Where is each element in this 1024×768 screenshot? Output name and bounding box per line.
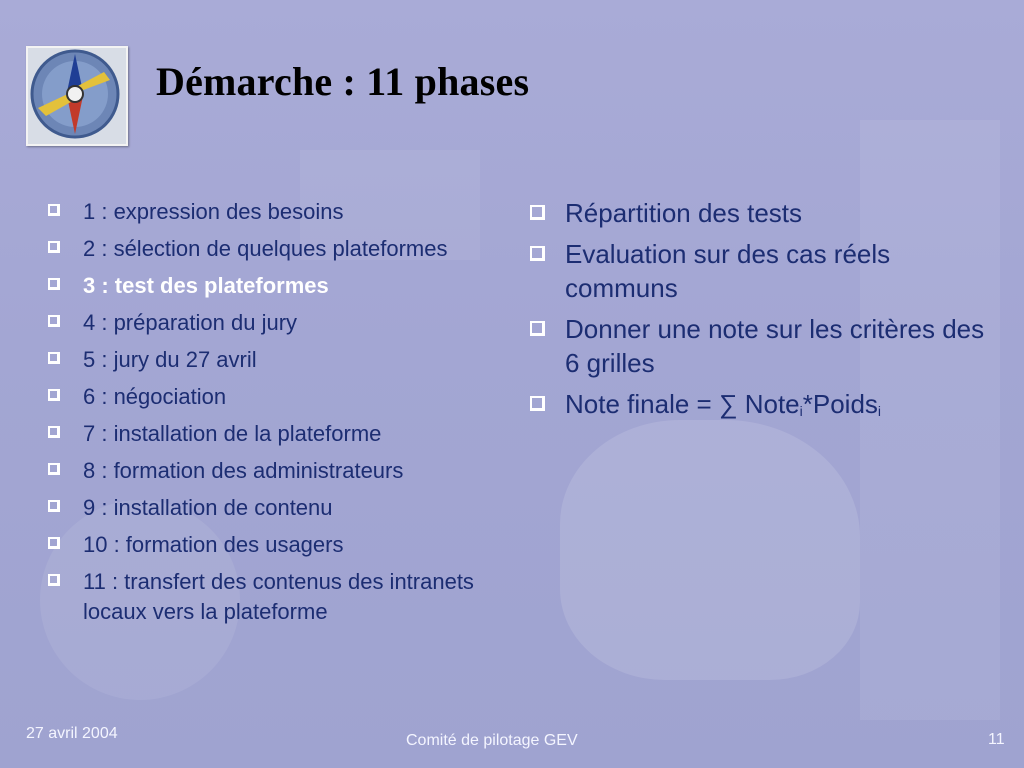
slide-title: Démarche : 11 phases (156, 59, 530, 104)
phase-item (46, 456, 506, 486)
list-item (530, 312, 1000, 380)
phase-item-text: 5 : jury du 27 avril (83, 347, 257, 372)
formula-term: Note (737, 389, 800, 419)
phase-item-text: 1 : expression des besoins (83, 199, 344, 224)
formula-item (530, 387, 1000, 428)
phase-item-text: 6 : négociation (83, 384, 227, 409)
phase-item (46, 234, 506, 264)
phase-item-text: 10 : formation des usagers (83, 532, 344, 557)
formula-prefix: Note finale = (565, 389, 719, 419)
checkbox-bullet-icon (48, 204, 60, 216)
phase-item-text: 4 : préparation du jury (83, 310, 298, 335)
checkbox-bullet-icon (48, 500, 60, 512)
formula-subscript: i (877, 403, 882, 419)
list-item-text: Evaluation sur des cas réels communs (565, 239, 891, 303)
checkbox-bullet-icon (48, 278, 60, 290)
formula-term: *Poids (802, 389, 878, 419)
checkbox-bullet-icon (48, 463, 60, 475)
footer-title: Comité de pilotage GEV (406, 732, 578, 749)
checkbox-bullet-icon (530, 205, 545, 220)
phase-item-text: 7 : installation de la plateforme (83, 421, 382, 446)
phase-item (46, 345, 506, 375)
phase-item-text: 3 : test des plateformes (83, 273, 329, 298)
list-item (530, 237, 1000, 305)
details-list (530, 196, 1000, 435)
list-item-text: Répartition des tests (565, 198, 803, 228)
background-decoration (560, 420, 860, 680)
phase-list (46, 197, 506, 634)
phase-item (46, 419, 506, 449)
page-number: 11 (988, 731, 1005, 748)
checkbox-bullet-icon (48, 241, 60, 253)
phase-item (46, 382, 506, 412)
checkbox-bullet-icon (530, 246, 545, 261)
compass-logo (26, 46, 128, 146)
formula-subscript: i (799, 403, 803, 419)
checkbox-bullet-icon (48, 537, 60, 549)
list-item-text: Donner une note sur les critères des 6 grilles (565, 314, 985, 378)
checkbox-bullet-icon (48, 426, 60, 438)
checkbox-bullet-icon (48, 574, 60, 586)
sigma-symbol: ∑ (718, 389, 738, 419)
phase-item-text: 11 : transfert des contenus des intranets locaux vers la plateforme (83, 569, 474, 624)
checkbox-bullet-icon (48, 389, 60, 401)
footer-date: 27 avril 2004 (26, 725, 118, 742)
phase-item (46, 308, 506, 338)
checkbox-bullet-icon (530, 321, 545, 336)
checkbox-bullet-icon (48, 315, 60, 327)
checkbox-bullet-icon (530, 396, 545, 411)
phase-item (46, 493, 506, 523)
phase-item-text: 8 : formation des administrateurs (83, 458, 404, 483)
phase-item (46, 567, 506, 627)
checkbox-bullet-icon (48, 352, 60, 364)
phase-item (46, 271, 506, 301)
list-item (530, 196, 1000, 230)
phase-item-text: 2 : sélection de quelques plateformes (83, 236, 448, 261)
phase-item (46, 530, 506, 560)
phase-item (46, 197, 506, 227)
compass-rose-icon (28, 48, 122, 140)
phase-item-text: 9 : installation de contenu (83, 495, 333, 520)
